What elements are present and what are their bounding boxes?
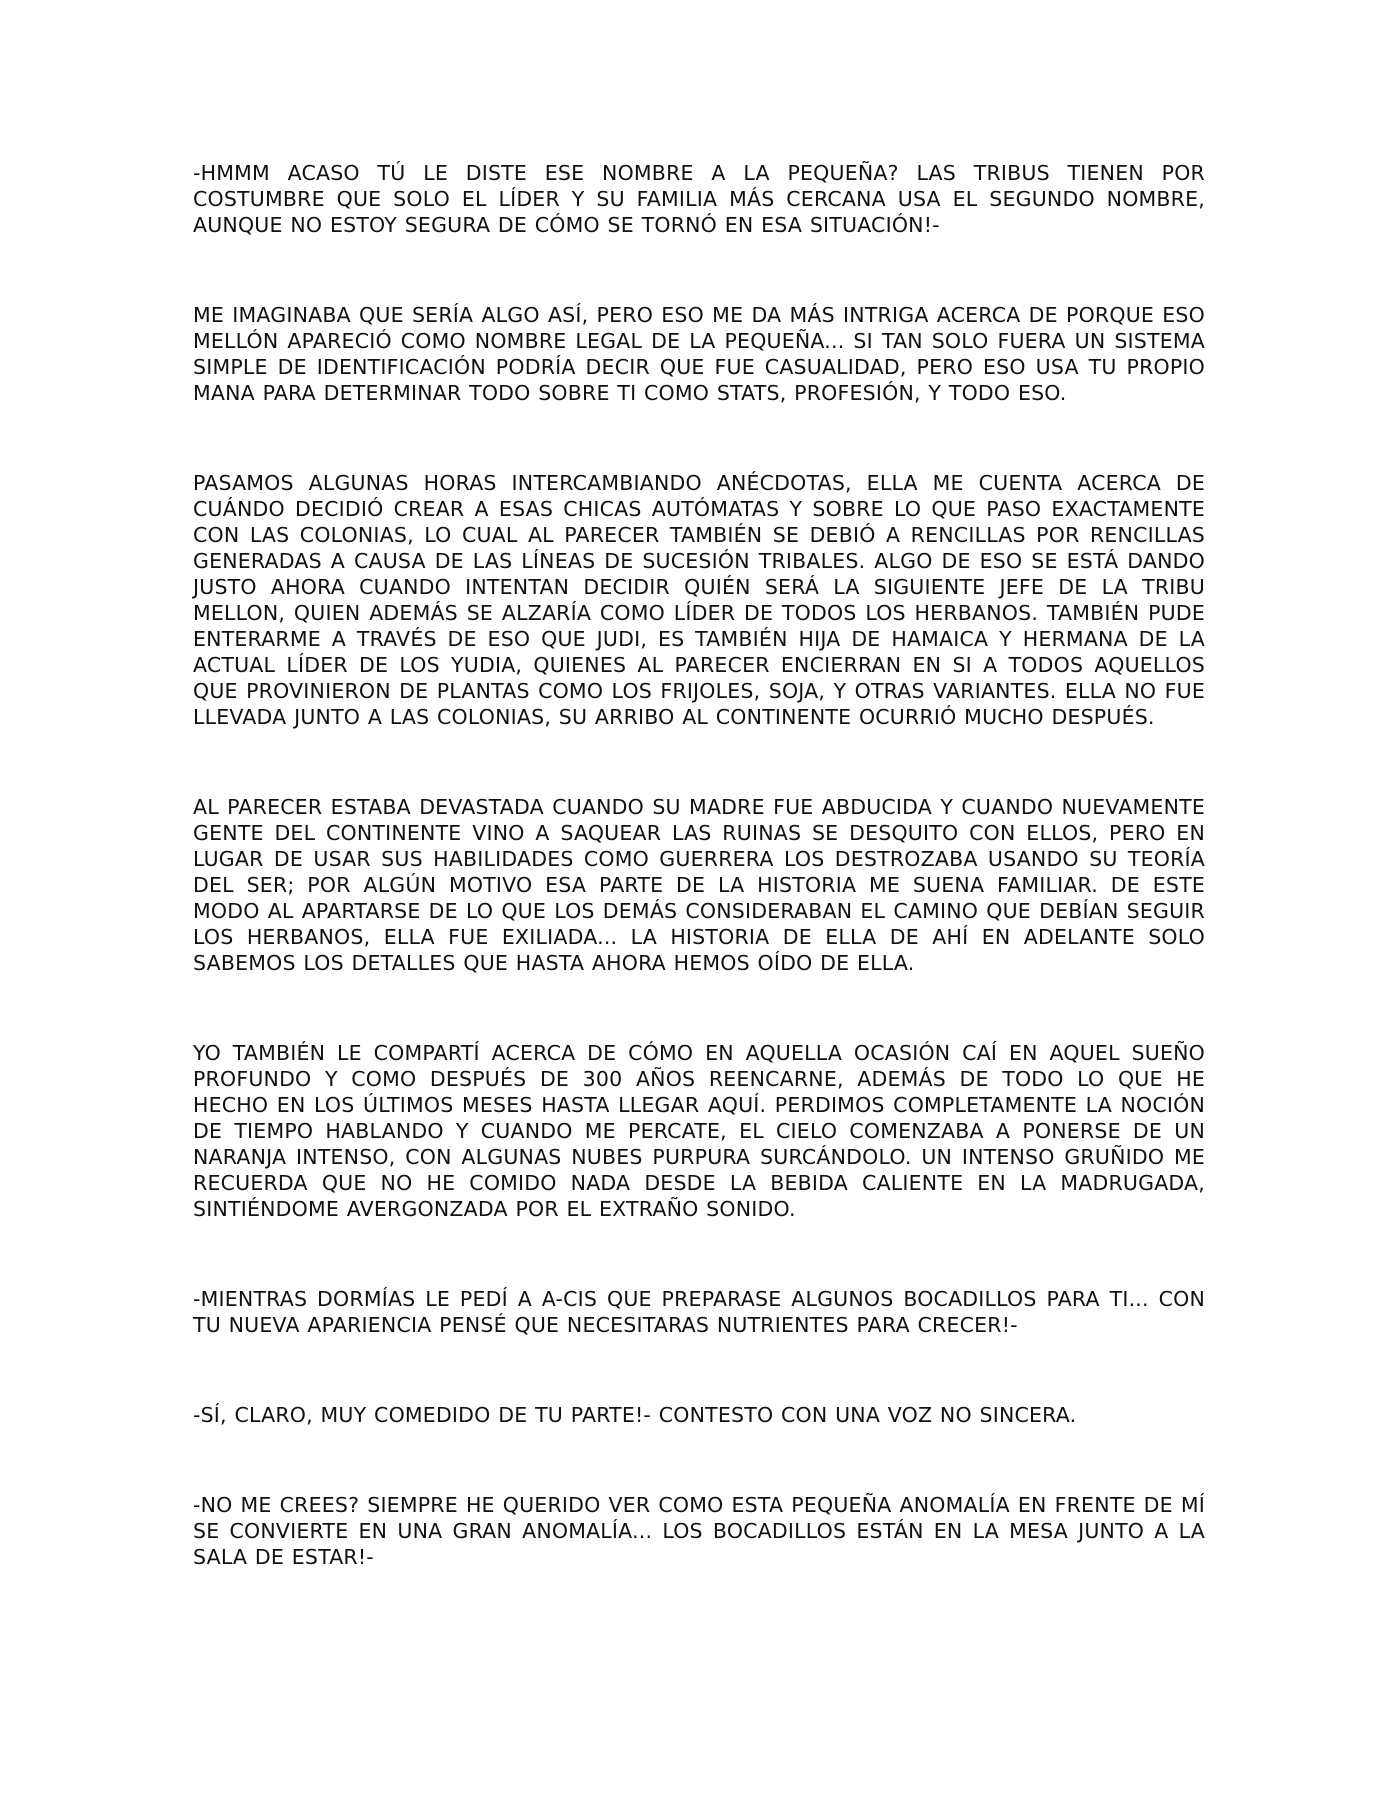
paragraph-8: -NO ME CREES? SIEMPRE HE QUERIDO VER COMO ESTA PEQUEÑA ANOMALÍA EN FRENTE DE MÍ SE CONVIERTE EN UNA GRAN ANOMALÍA... LOS BOCADILLOS ESTÁN EN LA MESA JUNTO A LA SALA DE ESTAR!- bbox=[193, 1493, 1205, 1569]
paragraph-7: -SÍ, CLARO, MUY COMEDIDO DE TU PARTE!- CONTESTO CON UNA VOZ NO SINCERA. bbox=[193, 1403, 1077, 1427]
paragraph-4: AL PARECER ESTABA DEVASTADA CUANDO SU MADRE FUE ABDUCIDA Y CUANDO NUEVAMENTE GENTE DEL CONTINENTE VINO A SAQUEAR LAS RUINAS SE DESQUITO CON ELLOS, PERO EN LUGAR DE USAR SUS HABILIDADES COMO GUERRERA LOS DESTROZABA USANDO SU TEORÍA DEL SER; POR ALGÚN MOTIVO ESA PARTE DE LA HISTORIA ME SUENA FAMILIAR. DE ESTE MODO AL APARTARSE DE LO QUE LOS DEMÁS CONSIDERABAN EL CAMINO QUE DEBÍAN SEGUIR LOS HERBANOS, ELLA FUE EXILIADA... LA HISTORIA DE ELLA DE AHÍ EN ADELANTE SOLO SABEMOS LOS DETALLES QUE HASTA AHORA HEMOS OÍDO DE ELLA. bbox=[193, 795, 1205, 975]
paragraph-1: -HMMM ACASO TÚ LE DISTE ESE NOMBRE A LA PEQUEÑA? LAS TRIBUS TIENEN POR COSTUMBRE QUE SOLO EL LÍDER Y SU FAMILIA MÁS CERCANA USA EL SEGUNDO NOMBRE, AUNQUE NO ESTOY SEGURA DE CÓMO SE TORNÓ EN ESA SITUACIÓN!- bbox=[193, 161, 1205, 237]
paragraph-2: ME IMAGINABA QUE SERÍA ALGO ASÍ, PERO ESO ME DA MÁS INTRIGA ACERCA DE PORQUE ESO MELLÓN APARECIÓ COMO NOMBRE LEGAL DE LA PEQUEÑA... SI TAN SOLO FUERA UN SISTEMA SIMPLE DE IDENTIFICACIÓN PODRÍA DECIR QUE FUE CASUALIDAD, PERO ESO USA TU PROPIO MANA PARA DETERMINAR TODO SOBRE TI COMO STATS, PROFESIÓN, Y TODO ESO. bbox=[193, 303, 1205, 405]
text-body bbox=[193, 160, 1205, 1570]
paragraph-5: YO TAMBIÉN LE COMPARTÍ ACERCA DE CÓMO EN AQUELLA OCASIÓN CAÍ EN AQUEL SUEÑO PROFUNDO Y COMO DESPUÉS DE 300 AÑOS REENCARNE, ADEMÁS DE TODO LO QUE HE HECHO EN LOS ÚLTIMOS MESES HASTA LLEGAR AQUÍ. PERDIMOS COMPLETAMENTE LA NOCIÓN DE TIEMPO HABLANDO Y CUANDO ME PERCATE, EL CIELO COMENZABA A PONERSE DE UN NARANJA INTENSO, CON ALGUNAS NUBES PURPURA SURCÁNDOLO. UN INTENSO GRUÑIDO ME RECUERDA QUE NO HE COMIDO NADA DESDE LA BEBIDA CALIENTE EN LA MADRUGADA, SINTIÉNDOME AVERGONZADA POR EL EXTRAÑO SONIDO. bbox=[193, 1041, 1205, 1221]
paragraph-6: -MIENTRAS DORMÍAS LE PEDÍ A A-CIS QUE PREPARASE ALGUNOS BOCADILLOS PARA TI... CON TU NUEVA APARIENCIA PENSÉ QUE NECESITARAS NUTRIENTES PARA CRECER!- bbox=[193, 1287, 1205, 1337]
paragraph-3: PASAMOS ALGUNAS HORAS INTERCAMBIANDO ANÉCDOTAS, ELLA ME CUENTA ACERCA DE CUÁNDO DECIDIÓ CREAR A ESAS CHICAS AUTÓMATAS Y SOBRE LO QUE PASO EXACTAMENTE CON LAS COLONIAS, LO CUAL AL PARECER TAMBIÉN SE DEBIÓ A RENCILLAS POR RENCILLAS GENERADAS A CAUSA DE LAS LÍNEAS DE SUCESIÓN TRIBALES. ALGO DE ESO SE ESTÁ DANDO JUSTO AHORA CUANDO INTENTAN DECIDIR QUIÉN SERÁ LA SIGUIENTE JEFE DE LA TRIBU MELLON, QUIEN ADEMÁS SE ALZARÍA COMO LÍDER DE TODOS LOS HERBANOS. TAMBIÉN PUDE ENTERARME A TRAVÉS DE ESO QUE JUDI, ES TAMBIÉN HIJA DE HAMAICA Y HERMANA DE LA ACTUAL LÍDER DE LOS YUDIA, QUIENES AL PARECER ENCIERRAN EN SI A TODOS AQUELLOS QUE PROVINIERON DE PLANTAS COMO LOS FRIJOLES, SOJA, Y OTRAS VARIANTES. ELLA NO FUE LLEVADA JUNTO A LAS COLONIAS, SU ARRIBO AL CONTINENTE OCURRIÓ MUCHO DESPUÉS. bbox=[193, 471, 1205, 729]
